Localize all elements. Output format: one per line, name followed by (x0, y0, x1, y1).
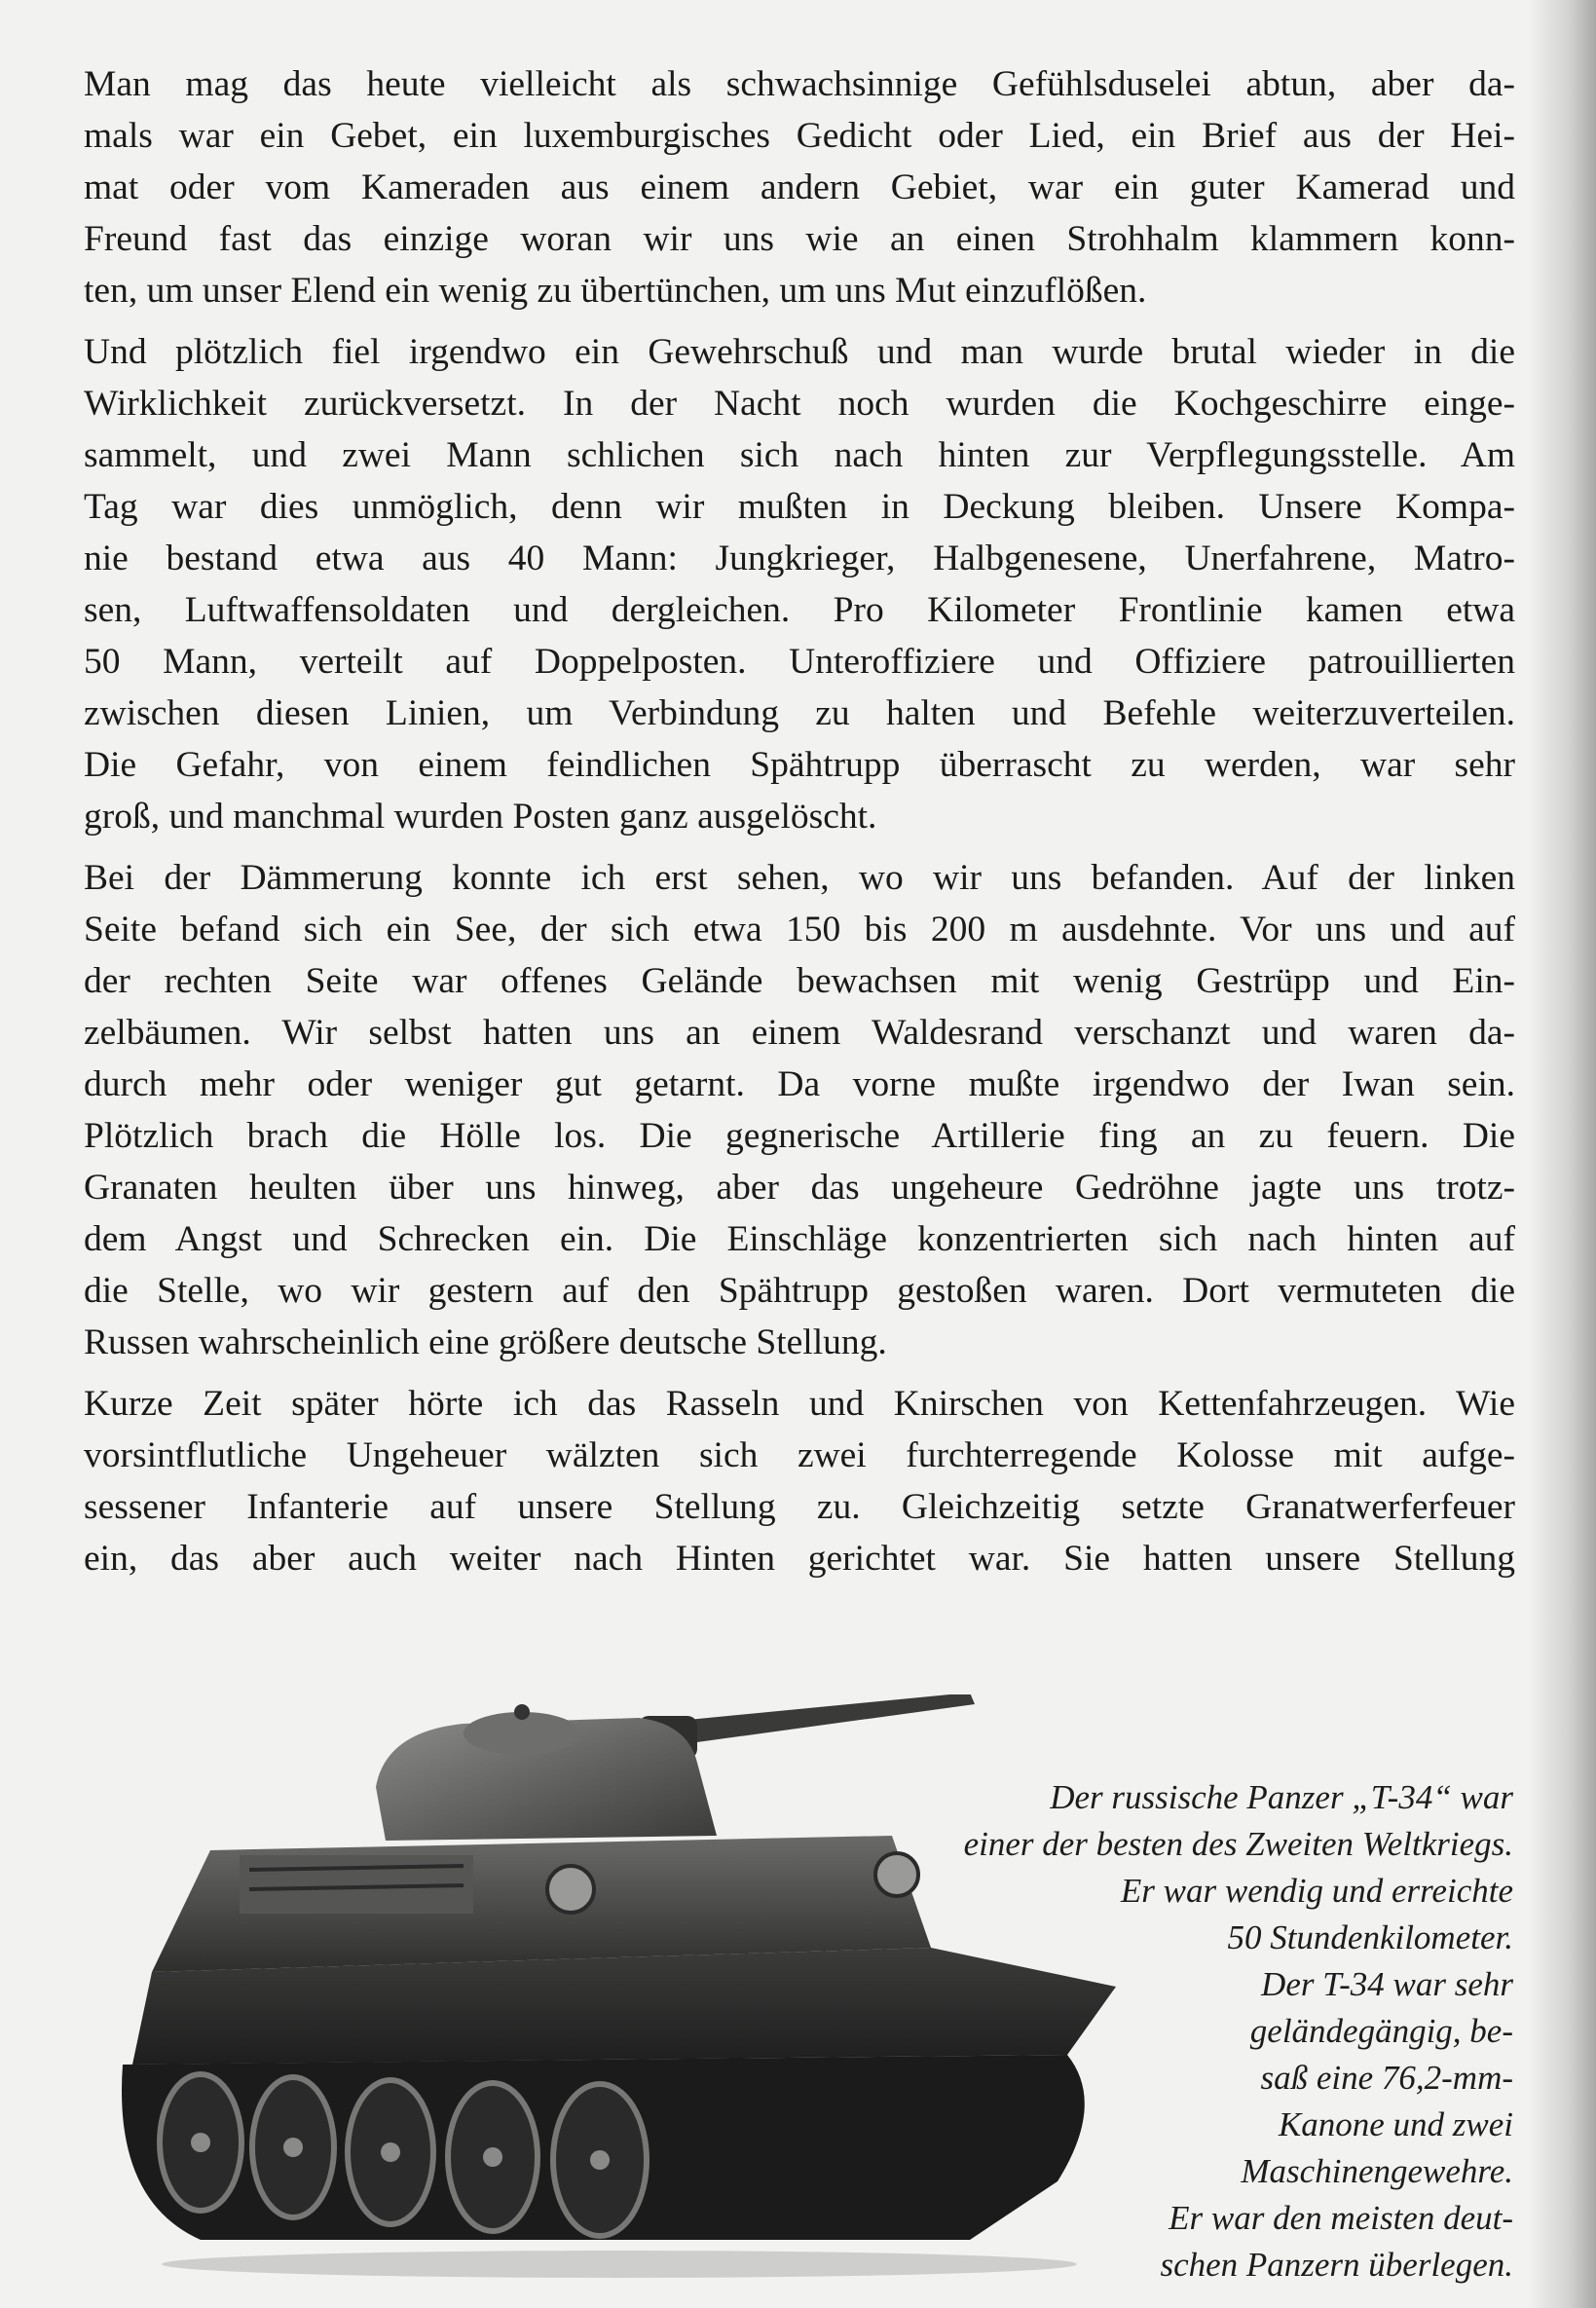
caption-line: saß eine 76,2-mm- (1260, 2059, 1513, 2097)
text-line: mat oder vom Kameraden aus einem andern Gebiet, war ein guter Kamerad und (84, 168, 1515, 207)
caption-line: schen Panzern überlegen. (1160, 2246, 1513, 2284)
text-line: durch mehr oder weniger gut getarnt. Da vorne mußte irgendwo der Iwan sein. (84, 1064, 1515, 1104)
caption-line: geländegängig, be- (1249, 2012, 1513, 2050)
text-line: dem Angst und Schrecken ein. Die Einschläge konzentrierten sich nach hinten auf (84, 1219, 1515, 1259)
text-line: sen, Luftwaffensoldaten und dergleichen. Pro Kilometer Frontlinie kamen etwa (84, 590, 1515, 630)
caption-line: Er war den meisten deut- (1169, 2199, 1513, 2237)
tank-periscope (514, 1704, 530, 1720)
paragraph-3 (84, 852, 1515, 1368)
caption-line: 50 Stundenkilometer. (1227, 1918, 1513, 1956)
text-line: Man mag das heute vielleicht als schwachsinnige Gefühlsduselei abtun, aber da- (84, 64, 1515, 104)
text-line: Freund fast das einzige woran wir uns wie an einen Strohhalm klammern konn- (84, 219, 1515, 259)
text-line: Plötzlich brach die Hölle los. Die gegnerische Artillerie fing an zu feuern. Die (84, 1116, 1515, 1156)
photo-caption (773, 1774, 1513, 2289)
text-line: zwischen diesen Linien, um Verbindung zu halten und Befehle weiterzuverteilen. (84, 693, 1515, 733)
text-line: mals war ein Gebet, ein luxemburgisches Gedicht oder Lied, ein Brief aus der Hei- (84, 116, 1515, 156)
text-line: 50 Mann, verteilt auf Doppelposten. Unteroffiziere und Offiziere patrouillierten (84, 642, 1515, 682)
paragraph-1 (84, 58, 1515, 316)
caption-line: Maschinengewehre. (1241, 2152, 1513, 2190)
text-line: Bei der Dämmerung konnte ich erst sehen, wo wir uns befanden. Auf der linken (84, 858, 1515, 898)
page-edge-shadow (1528, 0, 1596, 2308)
text-line: Russen wahrscheinlich eine größere deutsche Stellung. (84, 1322, 887, 1362)
caption-line: Der russische Panzer „T-34“ war (1050, 1778, 1513, 1816)
text-line: Kurze Zeit später hörte ich das Rasseln und Knirschen von Kettenfahrzeugen. Wie (84, 1384, 1515, 1424)
text-line: die Stelle, wo wir gestern auf den Spähtrupp gestoßen waren. Dort vermuteten die (84, 1271, 1515, 1311)
text-line: Seite befand sich ein See, der sich etwa 150 bis 200 m ausdehnte. Vor uns und auf (84, 910, 1515, 949)
text-line: Granaten heulten über uns hinweg, aber das ungeheure Gedröhne jagte uns trotz- (84, 1168, 1515, 1208)
caption-line: Kanone und zwei (1278, 2105, 1513, 2143)
text-line: der rechten Seite war offenes Gelände bewachsen mit wenig Gestrüpp und Ein- (84, 961, 1515, 1001)
text-line: Und plötzlich fiel irgendwo ein Gewehrschuß und man wurde brutal wieder in die (84, 332, 1515, 372)
text-line: sessener Infanterie auf unsere Stellung zu. Gleichzeitig setzte Granatwerferfeuer (84, 1487, 1515, 1527)
text-line: sammelt, und zwei Mann schlichen sich nach hinten zur Verpflegungsstelle. Am (84, 435, 1515, 475)
caption-line: Er war wendig und erreichte (1120, 1872, 1513, 1910)
text-line: vorsintflutliche Ungeheuer wälzten sich zwei furchterregende Kolosse mit aufge- (84, 1435, 1515, 1475)
text-line: zelbäumen. Wir selbst hatten uns an einem Waldesrand verschanzt und waren da- (84, 1013, 1515, 1053)
caption-line: einer der besten des Zweiten Weltkriegs. (963, 1825, 1513, 1863)
paragraph-4 (84, 1378, 1515, 1584)
caption-line: Der T-34 war sehr (1261, 1965, 1513, 2003)
text-line: ein, das aber auch weiter nach Hinten gerichtet war. Sie hatten unsere Stellung (84, 1539, 1515, 1579)
paragraph-2 (84, 326, 1515, 842)
body-text (84, 58, 1515, 1594)
text-line: groß, und manchmal wurden Posten ganz ausgelöscht. (84, 797, 877, 837)
text-line: nie bestand etwa aus 40 Mann: Jungkrieger, Halbgenesene, Unerfahrene, Matro- (84, 539, 1515, 578)
text-line: ten, um unser Elend ein wenig zu übertünchen, um uns Mut einzuflößen. (84, 271, 1147, 311)
tank-headlight-left (547, 1866, 594, 1913)
text-line: Tag war dies unmöglich, denn wir mußten in Deckung bleiben. Unsere Kompa- (84, 487, 1515, 527)
text-line: Wirklichkeit zurückversetzt. In der Nacht noch wurden die Kochgeschirre einge- (84, 384, 1515, 424)
tank-gun-barrel (668, 1694, 975, 1745)
text-line: Die Gefahr, von einem feindlichen Spähtrupp überrascht zu werden, war sehr (84, 745, 1515, 785)
